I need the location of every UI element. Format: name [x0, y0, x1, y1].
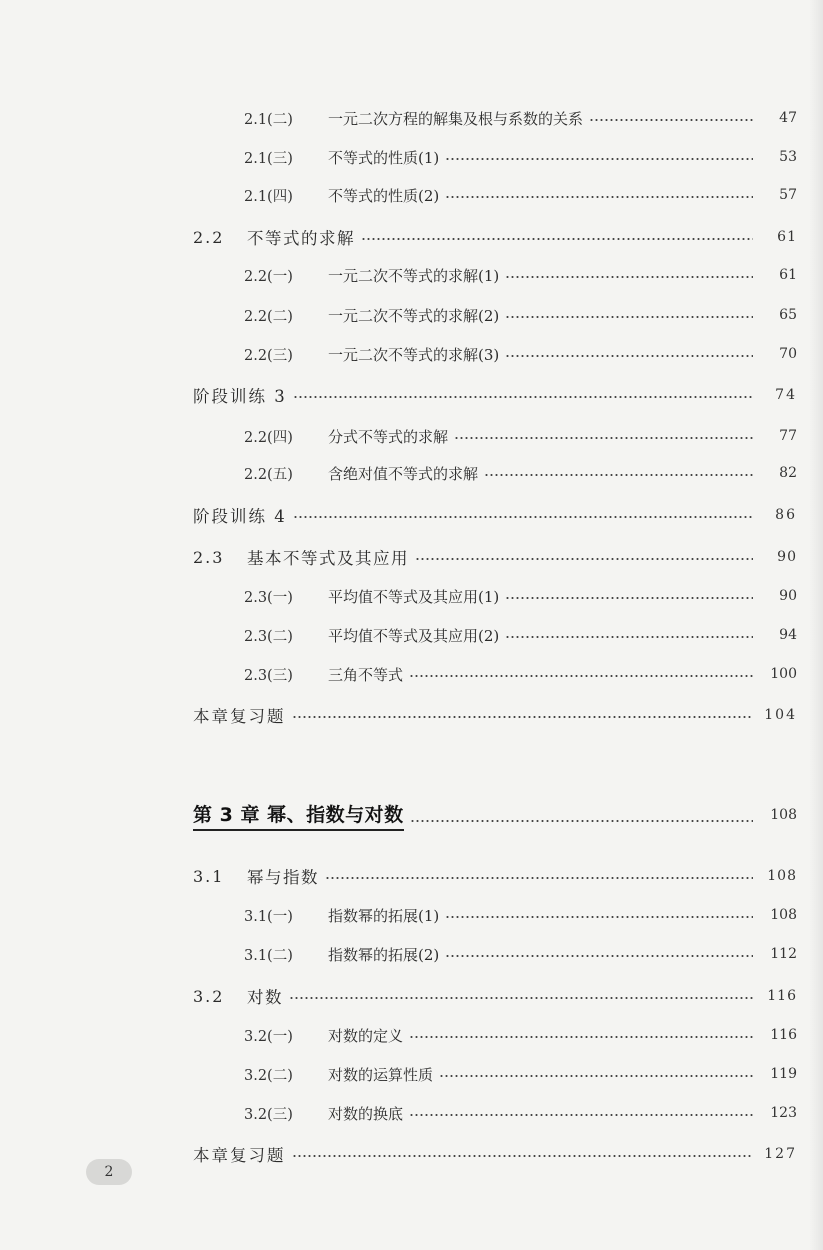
section-number: 2.2 — [193, 227, 225, 247]
entry-title: 指数幂的拓展(1) — [328, 906, 440, 925]
section-title: 不等式的求解 — [247, 229, 355, 248]
toc-entry[interactable] — [244, 461, 797, 485]
entry-title: 一元二次不等式的求解(3) — [328, 345, 500, 364]
entry-title: 分式不等式的求解 — [328, 427, 449, 446]
entry-number: 2.1(四) — [244, 188, 293, 205]
toc-entry[interactable] — [244, 903, 797, 927]
entry-number: 3.2(一) — [244, 1028, 293, 1045]
toc-entry[interactable] — [244, 303, 797, 327]
dot-leader — [454, 437, 753, 439]
dot-leader — [484, 474, 753, 476]
entry-page: 100 — [770, 666, 797, 682]
toc-section[interactable] — [193, 984, 797, 1008]
entry-title: 对数的换底 — [328, 1104, 404, 1123]
dot-leader — [445, 916, 753, 918]
section-number: 3.1 — [193, 866, 225, 886]
dot-leader — [589, 119, 753, 121]
toc-entry[interactable] — [244, 942, 797, 966]
entry-page: 74 — [775, 387, 797, 403]
entry-number: 2.1(三) — [244, 150, 293, 167]
section-title: 幂与指数 — [247, 868, 319, 887]
toc-entry[interactable] — [244, 342, 797, 366]
entry-page: 116 — [770, 1027, 797, 1043]
section-title: 基本不等式及其应用 — [247, 549, 409, 568]
dot-leader — [505, 276, 753, 278]
toc-chapter-review[interactable] — [193, 703, 797, 727]
toc-entry[interactable] — [244, 1062, 797, 1086]
toc-entry[interactable] — [244, 662, 797, 686]
toc-stage-training[interactable] — [193, 503, 797, 527]
toc-entry[interactable] — [244, 183, 797, 207]
entry-page: 65 — [779, 307, 797, 323]
entry-number: 3.1(一) — [244, 908, 293, 925]
entry-number: 3.1(二) — [244, 947, 293, 964]
entry-title: 含绝对值不等式的求解 — [328, 464, 479, 483]
review-title: 本章复习题 — [193, 1146, 286, 1165]
entry-number: 3.2(三) — [244, 1106, 293, 1123]
entry-page: 47 — [779, 110, 797, 126]
entry-number: 2.1(二) — [244, 111, 293, 128]
toc-entry[interactable] — [244, 584, 797, 608]
entry-page: 104 — [764, 707, 797, 723]
dot-leader — [292, 716, 754, 718]
toc-section[interactable] — [193, 225, 797, 249]
dot-leader — [409, 1036, 753, 1038]
entry-number: 3.2(二) — [244, 1067, 293, 1084]
stage-title: 阶段训练 4 — [193, 507, 287, 526]
entry-number: 2.2(四) — [244, 429, 293, 446]
entry-page: 70 — [779, 346, 797, 362]
section-number: 3.2 — [193, 986, 225, 1006]
toc-entry[interactable] — [244, 1101, 797, 1125]
toc-entry[interactable] — [244, 145, 797, 169]
page-edge-shadow — [809, 0, 823, 1250]
section-title: 对数 — [247, 988, 283, 1007]
dot-leader — [505, 316, 753, 318]
toc-chapter-heading[interactable] — [193, 800, 797, 830]
toc-entry[interactable] — [244, 106, 797, 130]
dot-leader — [505, 636, 753, 638]
dot-leader — [361, 238, 753, 240]
dot-leader — [293, 396, 753, 398]
entry-title: 平均值不等式及其应用(2) — [328, 626, 500, 645]
entry-page: 57 — [779, 187, 797, 203]
dot-leader — [439, 1075, 753, 1077]
stage-title: 阶段训练 3 — [193, 387, 287, 406]
dot-leader — [292, 1155, 754, 1157]
page-number-badge — [86, 1159, 132, 1185]
toc-entry[interactable] — [244, 424, 797, 448]
dot-leader — [445, 196, 753, 198]
entry-number: 2.2(五) — [244, 466, 293, 483]
toc-entry[interactable] — [244, 1023, 797, 1047]
entry-number: 2.2(一) — [244, 268, 293, 285]
toc-section[interactable] — [193, 864, 797, 888]
entry-title: 一元二次不等式的求解(2) — [328, 306, 500, 325]
dot-leader — [325, 877, 753, 879]
dot-leader — [505, 597, 753, 599]
entry-title: 不等式的性质(1) — [328, 148, 440, 167]
dot-leader — [409, 1114, 753, 1116]
entry-title: 不等式的性质(2) — [328, 186, 440, 205]
toc-section[interactable] — [193, 545, 797, 569]
dot-leader — [289, 997, 753, 999]
entry-page: 112 — [770, 946, 797, 962]
entry-page: 53 — [779, 149, 797, 165]
entry-page: 77 — [779, 428, 797, 444]
entry-title: 对数的运算性质 — [328, 1065, 434, 1084]
entry-page: 86 — [775, 507, 797, 523]
toc-entry[interactable] — [244, 623, 797, 647]
dot-leader — [445, 955, 753, 957]
entry-title: 对数的定义 — [328, 1026, 404, 1045]
entry-page: 119 — [770, 1066, 797, 1082]
dot-leader — [415, 558, 753, 560]
dot-leader — [409, 675, 753, 677]
entry-page: 94 — [779, 627, 797, 643]
entry-page: 61 — [777, 229, 797, 245]
entry-page: 61 — [779, 267, 797, 283]
page-number: 2 — [104, 1164, 114, 1180]
dot-leader — [445, 158, 753, 160]
entry-number: 2.3(一) — [244, 589, 293, 606]
entry-number: 2.2(二) — [244, 308, 293, 325]
entry-page: 116 — [767, 988, 797, 1004]
entry-page: 127 — [764, 1146, 797, 1162]
chapter-title: 第 3 章 幂、指数与对数 — [193, 800, 404, 831]
entry-page: 82 — [779, 465, 797, 481]
dot-leader — [410, 820, 753, 822]
entry-page: 90 — [779, 588, 797, 604]
entry-title: 一元二次不等式的求解(1) — [328, 266, 500, 285]
section-number: 2.3 — [193, 547, 225, 567]
entry-number: 2.3(三) — [244, 667, 293, 684]
entry-number: 2.2(三) — [244, 347, 293, 364]
entry-page: 108 — [767, 868, 797, 884]
toc-chapter-review[interactable] — [193, 1142, 797, 1166]
entry-title: 指数幂的拓展(2) — [328, 945, 440, 964]
dot-leader — [505, 355, 753, 357]
toc-stage-training[interactable] — [193, 383, 797, 407]
dot-leader — [293, 516, 753, 518]
entry-number: 2.3(二) — [244, 628, 293, 645]
entry-title: 平均值不等式及其应用(1) — [328, 587, 500, 606]
entry-page: 123 — [770, 1105, 797, 1121]
toc-entry[interactable] — [244, 263, 797, 287]
review-title: 本章复习题 — [193, 707, 286, 726]
entry-page: 108 — [770, 907, 797, 923]
entry-page: 108 — [770, 807, 797, 823]
entry-page: 90 — [777, 549, 797, 565]
entry-title: 一元二次方程的解集及根与系数的关系 — [328, 109, 584, 128]
entry-title: 三角不等式 — [328, 665, 404, 684]
